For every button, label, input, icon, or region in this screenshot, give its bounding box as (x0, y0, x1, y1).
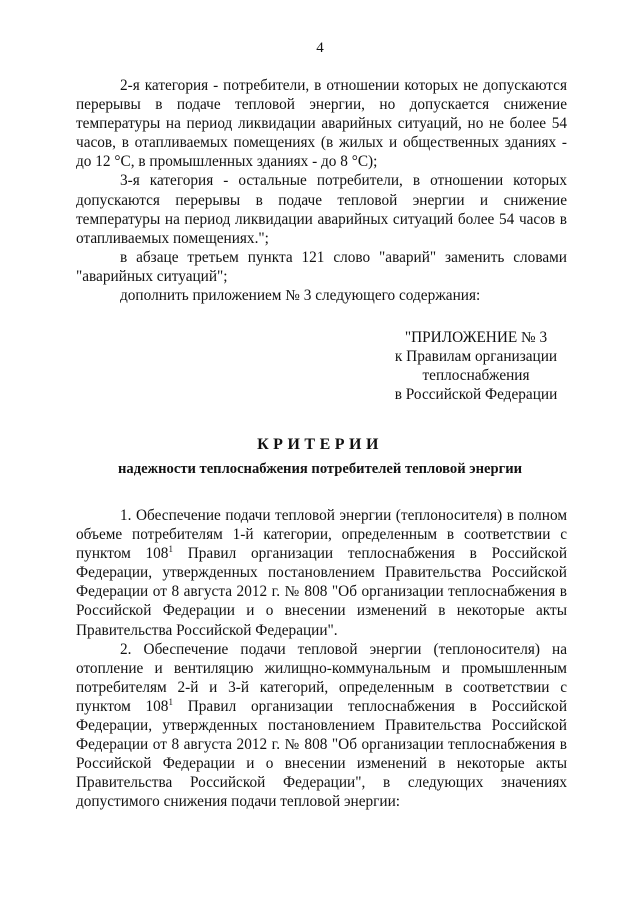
criterion-2-text-start: 2. Обеспечение подачи тепловой энергии (теплоносителя) на отопление и вентиляцию жилищно-коммунальным и промышленным потребителям 2-й и 3-й категорий, определенным в соответствии с пунктом 108 (76, 640, 567, 715)
paragraph-add-appendix: дополнить приложением № 3 следующего содержания: (120, 287, 481, 305)
appendix-heading (388, 328, 564, 404)
document-subtitle: надежности теплоснабжения потребителей тепловой энергии (117, 461, 523, 477)
paragraph-clause-121: в абзаце третьем пункта 121 слово "аварий" заменить словами "аварийных ситуаций"; (76, 248, 567, 285)
criterion-2-superscript: 1 (168, 696, 173, 707)
paragraph-category-3: 3-я категория - остальные потребители, в отношении которых допускаются перерывы в подаче тепловой энергии и снижение температуры на период ликвидации аварийных ситуаций более 54 часов в отапливаемых помещениях."; (76, 172, 567, 247)
paragraph-category-2: 2-я категория - потребители, в отношении которых не допускаются перерывы в подаче тепловой энергии, но допускается снижение температуры на период ликвидации аварийных ситуаций, но не более 54 часов, в отапливаемых помещениях (в жилых и общественных зданиях - до 12 °C, в промышленных зданиях - до 8 °C); (76, 77, 567, 171)
criteria-list (76, 506, 567, 812)
appendix-line-2: к Правилам организации (394, 348, 558, 365)
appendix-line-4: в Российской Федерации (394, 386, 558, 403)
appendix-line-1: "ПРИЛОЖЕНИЕ № 3 (404, 329, 548, 346)
criterion-1-text-start: 1. Обеспечение подачи тепловой энергии (теплоносителя) в полном объеме потребителям 1-й категории, определенным в соответствии с пунктом 108 (76, 507, 567, 563)
criterion-2-text-end: Правил организации теплоснабжения в Российской Федерации, утвержденных постановлением Правительства Российской Федерации от 8 августа 2012 г. № 808 "Об организации теплоснабжения в Российской Федерации и о внесении изменений в некоторые акты Правительства Российской Федерации", в следующих значениях допустимого снижения подачи тепловой энергии: (76, 697, 568, 811)
appendix-line-3: теплоснабжения (422, 367, 530, 384)
criterion-1-superscript: 1 (168, 544, 173, 555)
amendment-text (76, 76, 567, 305)
document-title: КРИТЕРИИ (257, 436, 383, 453)
criterion-1-text-end: Правил организации теплоснабжения в Российской Федерации, утвержденных постановлением Правительства Российской Федерации от 8 августа 2012 г. № 808 "Об организации теплоснабжения в Российской Федерации и о внесении изменений в некоторые акты Правительства Российской Федерации". (76, 545, 568, 639)
criterion-2 (76, 640, 567, 812)
page-number: 4 (316, 40, 324, 56)
criterion-1 (76, 506, 567, 640)
